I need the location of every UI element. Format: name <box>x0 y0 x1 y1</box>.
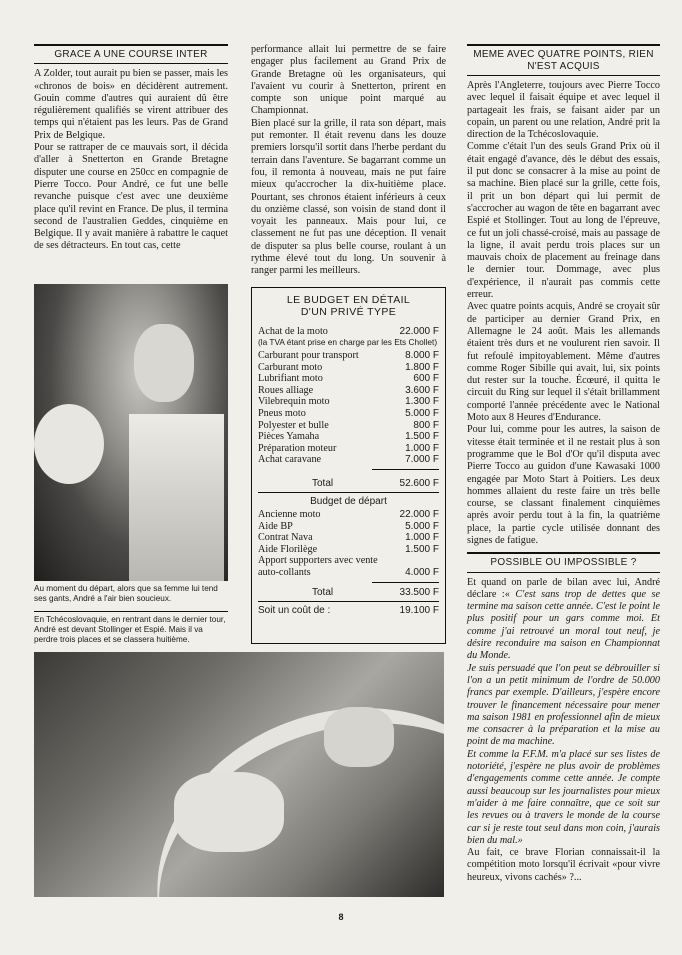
divider <box>258 601 439 602</box>
budget-row: Vilebrequin moto 1.300 F <box>258 396 439 408</box>
budget-row: Lubrifiant moto 600 F <box>258 373 439 385</box>
income-title: Budget de départ <box>310 496 387 508</box>
column-3 <box>467 44 660 884</box>
paragraph: Bien placé sur la grille, il rata son départ, mais put remonter. Il était revenu dans les douze premiers lorsqu'il sortit dans l'herbe perdant du terrain dans l'aventure. Se bagarrant comme un fou, il remonta à nouveau, mais ne put faire mieux qu'accrocher la dix-huitième place. Pourtant, ses chronos étaient inférieurs à ceux du onzième classé, son voisin de stand dont il voyait les panneaux. Mais pour lui, ce classement ne fut pas une déception. Il venait de disputer sa plus belle course, roulant à un rythme élevé tout du long. Un souvenir à ranger parmi les meilleurs. <box>251 117 446 277</box>
budget-row: Carburant moto 1.800 F <box>258 361 439 373</box>
photo-race-action <box>34 652 444 897</box>
budget-row: Polyester et bulle 800 F <box>258 419 439 431</box>
bike-1 <box>174 772 284 852</box>
vat-note: (la TVA étant prise en charge par les Ets Chollet) <box>258 336 438 347</box>
budget-total: Total 52.600 F <box>312 478 439 490</box>
divider <box>258 492 439 493</box>
income-total: Total 33.500 F <box>312 586 439 598</box>
income-row: Contrat Nava 1.000 F <box>258 532 439 544</box>
photo-caption-1: Au moment du départ, alors que sa femme lui tend ses gants, André a l'air bien soucieux. <box>34 584 218 603</box>
section-heading-quatre-points: MEME AVEC QUATRE POINTS, RIEN N'EST ACQUIS <box>467 44 660 76</box>
paragraph: performance allait lui permettre de se faire engager plus facilement au Grand Prix de Grande Bretagne où les organisateurs, qui l'avaient vu courir à Snetterton, prirent en compte son unique point marqué au Championnat. <box>251 44 446 117</box>
paragraph: Pour lui, comme pour les autres, la saison de vitesse était terminée et il ne restait plus à son programme que le Bol d'Or qu'il disputa avec Pierre Tocco au guidon d'une Kawasaki 1000 engagée par Moto Start à Poitiers. Les deux hommes allaient du reste faire un très belle course, se classant finalement cinquièmes après avoir perdu tout à la fin, la quatrième place, la partie cycle utilisée donnant des signes de fatigue. <box>467 424 660 546</box>
budget-row: Achat de la moto 22.000 F <box>258 326 439 337</box>
column-2 <box>251 44 446 278</box>
section-heading-possible: POSSIBLE OU IMPOSSIBLE ? <box>467 552 660 572</box>
photo-rider-portrait <box>34 284 228 581</box>
photo-caption-2: En Tchécoslovaquie, en rentrant dans le dernier tour, André est devant Stollinger et Espié. Mais il va perdre trois places et se classera huitième. <box>34 611 228 645</box>
paragraph: Après l'Angleterre, toujours avec Pierre Tocco avec lequel il faisait équipe et avec lequel il partageait les frais, se faisant aider par un copain, un parent ou une relation, André prit la direction de la Tchécoslovaquie. <box>467 80 660 141</box>
section-heading-grace: GRACE A UNE COURSE INTER <box>34 44 228 64</box>
paragraph: Avec quatre points acquis, André se croyait sûr de participer au dernier Grand Prix, en Allemagne le 24 août. Mais les allemands étaient très durs et ne voulurent rien savoir. Il fut refoulé impitoyablement. Même d'autres comme Roger Sibille qui avait, lui, six points dut rester sur la touche. Écœuré, il quitta le circuit du Ring sur lequel il s'était brillamment comporté l'année précédente avec le National Moto aux 8 Heures d'Endurance. <box>467 301 660 424</box>
face-shape <box>134 324 194 402</box>
income-row: Ancienne moto 22.000 F <box>258 509 439 521</box>
budget-row: Achat caravane 7.000 F <box>258 454 439 466</box>
paragraph: Pour se rattraper de ce mauvais sort, il décida d'aller à Snetterton en Grande Bretagne disputer une course en 250cc en compagnie de Pierre Tocco. Pour André, ce fut une belle revanche puisque c'est avec une deuxième place qu'il revint en France. De plus, il termina second de l'australien Geddes, cinquième en Belgique. Il y avait manière à rabattre le caquet de ses détracteurs. En tout cas, cette <box>34 142 228 252</box>
track-curve <box>111 657 444 897</box>
paragraph: Et comme la F.F.M. m'a placé sur ses listes de notoriété, j'espère ne plus avoir de problèmes d'engagements comme cette année. Je compte aussi beaucoup sur les journalistes pour mieux m'aider à me faire connaître, que ce soit sur les revues ou à travers le monde de la course car si je reste tout seul dans mon coin, j'aurais bien du mal.» <box>467 748 660 846</box>
budget-row: Préparation moteur 1.000 F <box>258 442 439 454</box>
budget-title-line2: D'UN PRIVÉ TYPE <box>300 306 397 318</box>
divider <box>372 469 439 470</box>
budget-row: Carburant pour transport 8.000 F <box>258 350 439 362</box>
paragraph: Comme c'était l'un des seuls Grand Prix où il était engagé d'avance, dès le début des essais, il put donc se consacrer à la mise au point de sa machine. Bien placé sur la grille, cette fois, il prit un bon départ qui lui permit de s'accrocher au wagon de tête en bagarrant avec Espié et Stollinger. Tout au long de l'épreuve, ce fut un joli chassé-croisé, mais au passage de la ligne, il avait perdu trois places sur un mauvais choix de placement au freinage dans le dernier tour. Dommage, avec plus d'expérience, il n'aurait pas commis cette erreur. <box>467 141 660 301</box>
income-row: Aide BP 5.000 F <box>258 520 439 532</box>
paragraph: Et quand on parle de bilan avec lui, André déclare :« C'est sans trop de dettes que se termine ma saison cette année. C'est le point le plus positif pour un gars comme moi. Et comme j'ai retrouvé un moral tout neuf, je désire reconduire ma saison en Championnat du Monde. <box>467 576 661 662</box>
budget-row: Pneus moto 5.000 F <box>258 408 439 420</box>
budget-title <box>252 294 445 318</box>
column-1 <box>34 44 228 253</box>
paragraph: Au fait, ce brave Florian connaissait-il la compétition moto lorsqu'il écrivait «pour vivre heureux, vivons cachés» ?... <box>467 847 660 883</box>
suit-shape <box>129 414 224 581</box>
helmet-shape <box>34 404 104 484</box>
income-row: Apport supporters avec vente auto-collants 4.000 F <box>258 555 439 578</box>
paragraph: A Zolder, tout aurait pu bien se passer, mais les «chronos de bois» en décidèrent autrement. Gouin comme d'autres qui auraient dû être régulièrement qualifiés se virent attribuer des temps qui n'étaient pas les leurs. Pas de Grand Prix de Belgique. <box>34 68 228 141</box>
bike-2 <box>324 707 394 767</box>
budget-title-line1: LE BUDGET EN DÉTAIL <box>286 294 411 306</box>
budget-box <box>251 287 446 644</box>
budget-row: Roues alliage 3.600 F <box>258 384 439 396</box>
divider <box>372 582 439 583</box>
income-row: Aide Florilège 1.500 F <box>258 543 439 555</box>
cost-row: Soit un coût de : 19.100 F <box>258 604 439 616</box>
paragraph: Je suis persuadé que l'on peut se débrouiller si l'on a un petit minimum de l'ordre de 50.000 francs par exemple. D'ailleurs, j'espère encore trouver le financement nécessaire pour mener ma saison 1981 en professionnel afin de mieux me consacrer à la préparation et la mise au point de ma machine. <box>467 662 660 748</box>
budget-row: Pièces Yamaha 1.500 F <box>258 431 439 443</box>
page-number: 8 <box>338 912 344 922</box>
